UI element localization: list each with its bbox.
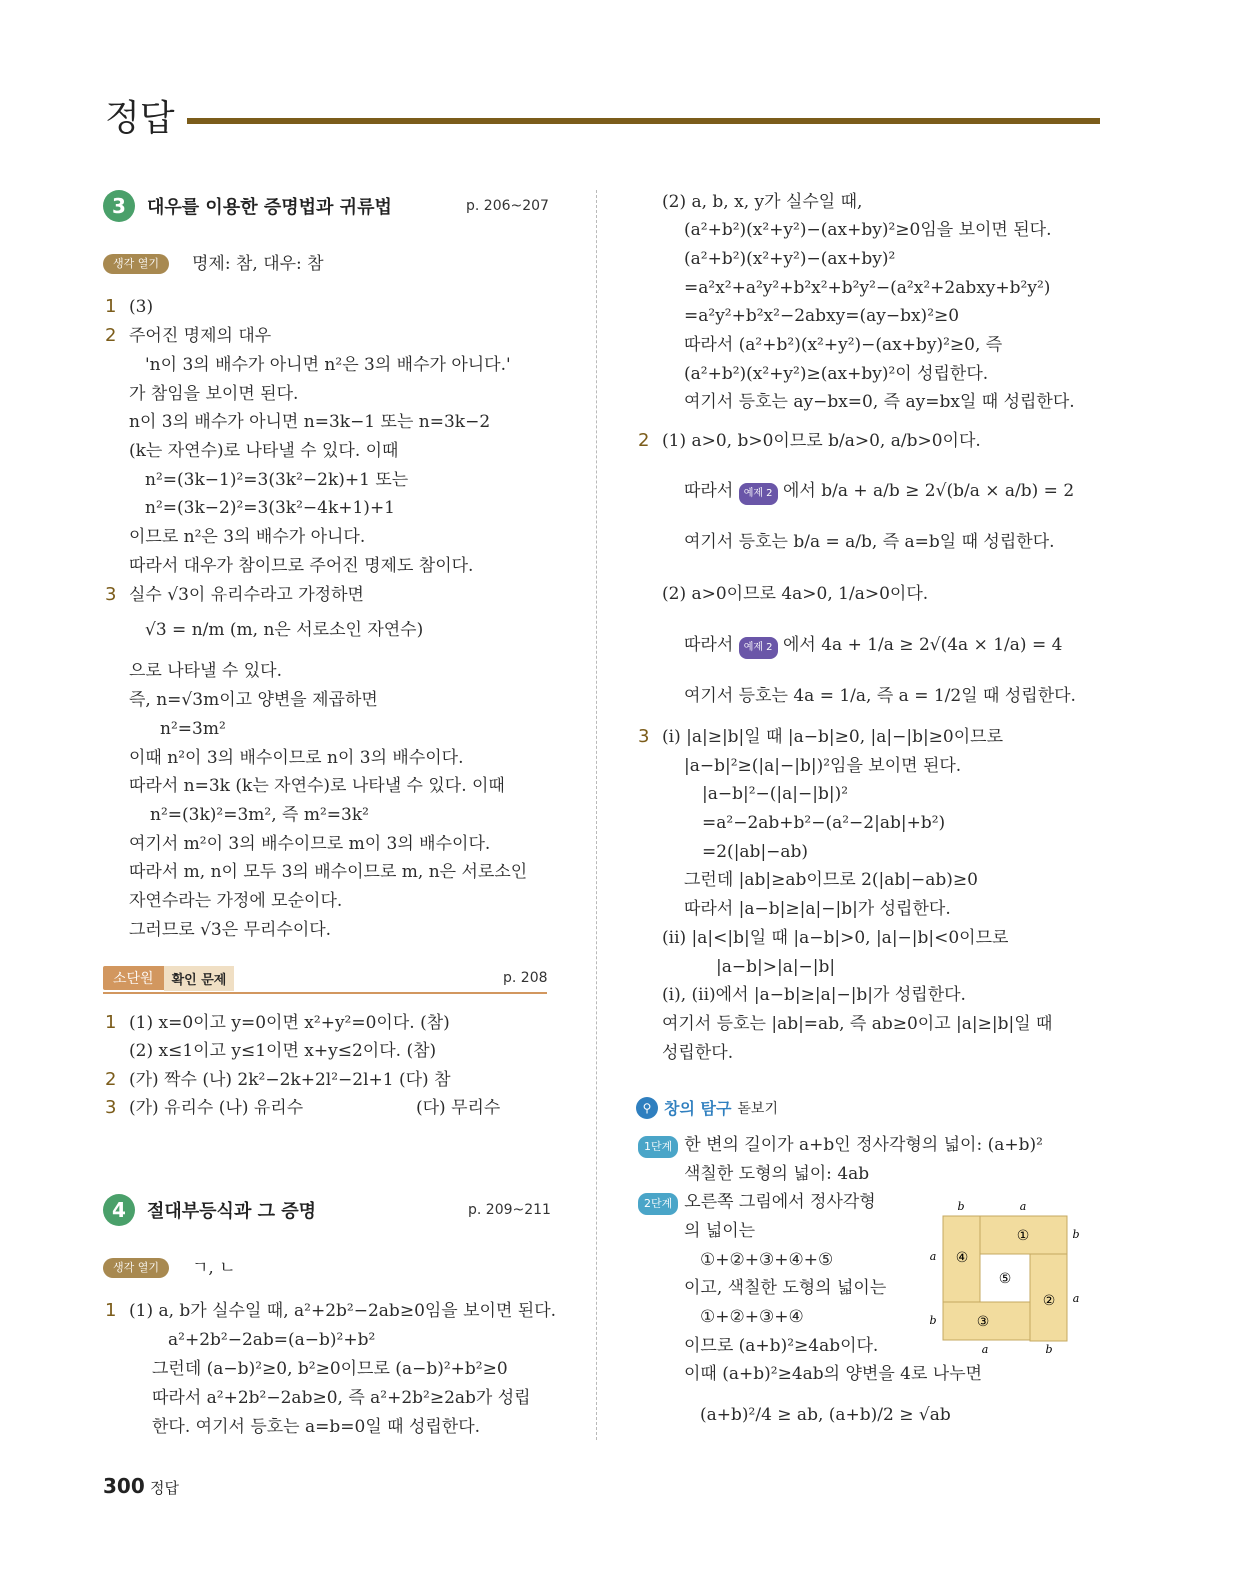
think-tag: 생각 열기: [103, 254, 169, 274]
line-text: 따라서: [684, 635, 734, 655]
region-label: ⑤: [998, 1271, 1012, 1287]
answer-line: ①+②+③+④+⑤: [700, 1250, 834, 1270]
section-3-heading: [103, 190, 392, 222]
answer-number: 1: [105, 1012, 117, 1033]
answer-number: 3: [105, 584, 117, 605]
answer-line: 주어진 명제의 대우: [129, 326, 272, 346]
line-text: 에서 b/a + a/b ≥ 2√(b/a × a/b) = 2: [782, 481, 1075, 501]
answer-line: 따라서 (a²+b²)(x²+y²)−(ax+by)²≥0, 즉: [684, 335, 1003, 355]
answer-number: 1: [105, 296, 117, 317]
answer-line: 그러므로 √3은 무리수이다.: [129, 920, 332, 940]
answer-line: [684, 481, 1074, 505]
answer-line: (2) x≤1이고 y≤1이면 x+y≤2이다. (참): [129, 1041, 437, 1061]
line-text: 따라서: [684, 481, 734, 501]
line-text: 에서 4a + 1/a ≥ 2√(4a × 1/a) = 4: [782, 635, 1063, 655]
line-text: 한 변의 길이가 a+b인 정사각형의 넓이: (a+b)²: [684, 1135, 1043, 1155]
mini-section-label: [103, 966, 234, 990]
answer-number: 3: [105, 1097, 117, 1118]
answer-line: (a²+b²)(x²+y²)≥(ax+by)²이 성립한다.: [684, 364, 989, 384]
answer-line: n이 3의 배수가 아니면 n=3k−1 또는 n=3k−2: [129, 412, 491, 432]
explore-heading: [636, 1096, 778, 1119]
magnifier-icon: ⚲: [636, 1097, 658, 1119]
answer-line: =a²x²+a²y²+b²x²+b²y²−(a²x²+2abxy+b²y²): [684, 278, 1051, 298]
section-number: 3: [103, 190, 135, 222]
answer-line: |a−b|>|a|−|b|: [716, 957, 836, 977]
answer-line: 따라서 m, n이 모두 3의 배수이므로 m, n은 서로소인: [129, 862, 528, 882]
answer-line: (i) |a|≥|b|일 때 |a−b|≥0, |a|−|b|≥0이므로: [662, 727, 1004, 747]
side-label: b: [1045, 1343, 1053, 1356]
answer-line: n²=3m²: [160, 719, 226, 739]
answer-line: (a²+b²)(x²+y²)−(ax+by)²: [684, 249, 896, 269]
explore-subtitle: 돋보기: [737, 1100, 778, 1117]
answer-line: 자연수라는 가정에 모순이다.: [129, 891, 343, 911]
answer-line: 한다. 여기서 등호는 a=b=0일 때 성립한다.: [152, 1417, 481, 1437]
answer-line: 즉, n=√3m이고 양변을 제곱하면: [129, 690, 378, 710]
answer-line: |a−b|²−(|a|−|b|)²: [702, 784, 849, 804]
think-answer: ㄱ, ㄴ: [192, 1258, 236, 1278]
side-label: a: [981, 1343, 989, 1356]
answer-line: 'n이 3의 배수가 아니면 n²은 3의 배수가 아니다.': [145, 355, 511, 375]
column-divider: [596, 190, 598, 1440]
answer-line: 따라서 |a−b|≥|a|−|b|가 성립한다.: [684, 899, 951, 919]
answer-line: 이므로 (a+b)²≥4ab이다.: [684, 1336, 879, 1356]
step-1-line: [638, 1135, 1043, 1158]
answer-line: 의 넓이는: [684, 1221, 756, 1241]
answer-line: (다) 무리수: [416, 1098, 501, 1118]
answer-line: (ii) |a|<|b|일 때 |a−b|>0, |a|−|b|<0이므로: [662, 928, 1009, 948]
answer-line: (2) a, b, x, y가 실수일 때,: [662, 192, 863, 212]
step-badge: 2단계: [638, 1193, 678, 1215]
answer-line: (2) a>0이므로 4a>0, 1/a>0이다.: [662, 584, 929, 604]
mini-rule: [103, 992, 547, 994]
answer-number: 1: [105, 1300, 117, 1321]
answer-line: 이때 (a+b)²≥4ab의 양변을 4로 나누면: [684, 1364, 983, 1384]
answer-line: 따라서 대우가 참이므로 주어진 명제도 참이다.: [129, 556, 474, 576]
answer-line: n²=(3k−2)²=3(3k²−4k+1)+1: [145, 498, 396, 518]
side-label: b: [957, 1200, 965, 1213]
think-tag: 생각 열기: [103, 1258, 169, 1278]
region-label: ④: [955, 1250, 969, 1266]
answer-line: 그런데 (a−b)²≥0, b²≥0이므로 (a−b)²+b²≥0: [152, 1359, 508, 1379]
answer-line: (1) a, b가 실수일 때, a²+2b²−2ab≥0임을 보이면 된다.: [129, 1301, 557, 1321]
section-title: 대우를 이용한 증명법과 귀류법: [147, 197, 392, 218]
mini-pages: p. 208: [503, 970, 548, 986]
side-label: a: [929, 1250, 937, 1263]
answer-line: 성립한다.: [662, 1043, 734, 1063]
answer-line: (a+b)²/4 ≥ ab, (a+b)/2 ≥ √ab: [700, 1405, 951, 1425]
answer-line: 따라서 n=3k (k는 자연수)로 나타낼 수 있다. 이때: [129, 776, 505, 796]
answer-line: (3): [129, 297, 154, 317]
answer-line: (가) 짝수 (나) 2k²−2k+2l²−2l+1 (다) 참: [129, 1070, 451, 1090]
answer-line: 색칠한 도형의 넓이: 4ab: [684, 1164, 870, 1184]
answer-number: 2: [105, 1069, 117, 1090]
side-label: b: [929, 1314, 937, 1327]
answer-line: (a²+b²)(x²+y²)−(ax+by)²≥0임을 보이면 된다.: [684, 220, 1052, 240]
answer-number: 2: [105, 325, 117, 346]
section-4-heading: [103, 1194, 316, 1226]
example-badge: 예제 2: [739, 637, 778, 659]
footer-label: 정답: [150, 1479, 179, 1497]
step-2-line: [638, 1192, 876, 1215]
explore-title: 창의 탐구: [664, 1099, 732, 1118]
answer-line: 여기서 m²이 3의 배수이므로 m이 3의 배수이다.: [129, 834, 491, 854]
answer-line: n²=(3k)²=3m², 즉 m²=3k²: [150, 805, 369, 825]
answer-line: 이고, 색칠한 도형의 넓이는: [684, 1278, 887, 1298]
page-title: 정답: [105, 98, 175, 139]
answer-line: 여기서 등호는 b/a = a/b, 즉 a=b일 때 성립한다.: [684, 532, 1055, 552]
line-text: 오른쪽 그림에서 정사각형: [684, 1192, 876, 1212]
answer-line: (1) x=0이고 y=0이면 x²+y²=0이다. (참): [129, 1013, 450, 1033]
answer-line: 여기서 등호는 4a = 1/a, 즉 a = 1/2일 때 성립한다.: [684, 686, 1076, 706]
mini-label-2: 확인 문제: [164, 966, 235, 991]
square-figure: [925, 1198, 1085, 1358]
answer-line: |a−b|²≥(|a|−|b|)²임을 보이면 된다.: [684, 756, 962, 776]
answer-line: 따라서 a²+2b²−2ab≥0, 즉 a²+2b²≥2ab가 성립: [152, 1388, 531, 1408]
answer-line: n²=(3k−1)²=3(3k²−2k)+1 또는: [145, 470, 409, 490]
answer-line: 여기서 등호는 ay−bx=0, 즉 ay=bx일 때 성립한다.: [684, 392, 1075, 412]
region-label: ②: [1042, 1293, 1056, 1309]
answer-line: 이므로 n²은 3의 배수가 아니다.: [129, 527, 366, 547]
side-label: a: [1072, 1292, 1080, 1305]
answer-line: 가 참임을 보이면 된다.: [129, 384, 299, 404]
answer-line: √3 = n/m (m, n은 서로소인 자연수): [145, 620, 424, 640]
section-pages: p. 206~207: [466, 198, 549, 214]
section-title: 절대부등식과 그 증명: [147, 1201, 317, 1222]
answer-number: 2: [638, 430, 650, 451]
header-rule: [187, 118, 1100, 124]
answer-line: 그런데 |ab|≥ab이므로 2(|ab|−ab)≥0: [684, 870, 978, 890]
side-label: b: [1072, 1228, 1080, 1241]
answer-line: =a²−2ab+b²−(a²−2|ab|+b²): [702, 813, 946, 833]
page-number: 300: [103, 1474, 145, 1498]
answer-line: (k는 자연수)로 나타낼 수 있다. 이때: [129, 441, 399, 461]
answer-line: (1) a>0, b>0이므로 b/a>0, a/b>0이다.: [662, 431, 981, 451]
answer-line: (i), (ii)에서 |a−b|≥|a|−|b|가 성립한다.: [662, 985, 966, 1005]
answer-line: a²+2b²−2ab=(a−b)²+b²: [168, 1330, 376, 1350]
page-header: [105, 90, 1100, 139]
answer-line: [684, 635, 1062, 659]
think-answer: 명제: 참, 대우: 참: [192, 254, 324, 274]
side-label: a: [1019, 1200, 1027, 1213]
answer-line: =a²y²+b²x²−2abxy=(ay−bx)²≥0: [684, 306, 960, 326]
example-badge: 예제 2: [739, 483, 778, 505]
answer-line: 여기서 등호는 |ab|=ab, 즉 ab≥0이고 |a|≥|b|일 때: [662, 1014, 1053, 1034]
answer-line: ①+②+③+④: [700, 1307, 804, 1327]
section-pages: p. 209~211: [468, 1202, 551, 1218]
mini-label-1: 소단원: [103, 966, 164, 990]
region-label: ①: [1016, 1228, 1030, 1244]
answer-line: 실수 √3이 유리수라고 가정하면: [129, 585, 364, 605]
answer-number: 3: [638, 726, 650, 747]
answer-line: =2(|ab|−ab): [702, 842, 809, 862]
answer-line: (가) 유리수 (나) 유리수: [129, 1098, 304, 1118]
answer-line: 으로 나타낼 수 있다.: [129, 661, 282, 681]
region-label: ③: [976, 1314, 990, 1330]
answer-line: 이때 n²이 3의 배수이므로 n이 3의 배수이다.: [129, 748, 464, 768]
step-badge: 1단계: [638, 1136, 678, 1158]
section-number: 4: [103, 1194, 135, 1226]
